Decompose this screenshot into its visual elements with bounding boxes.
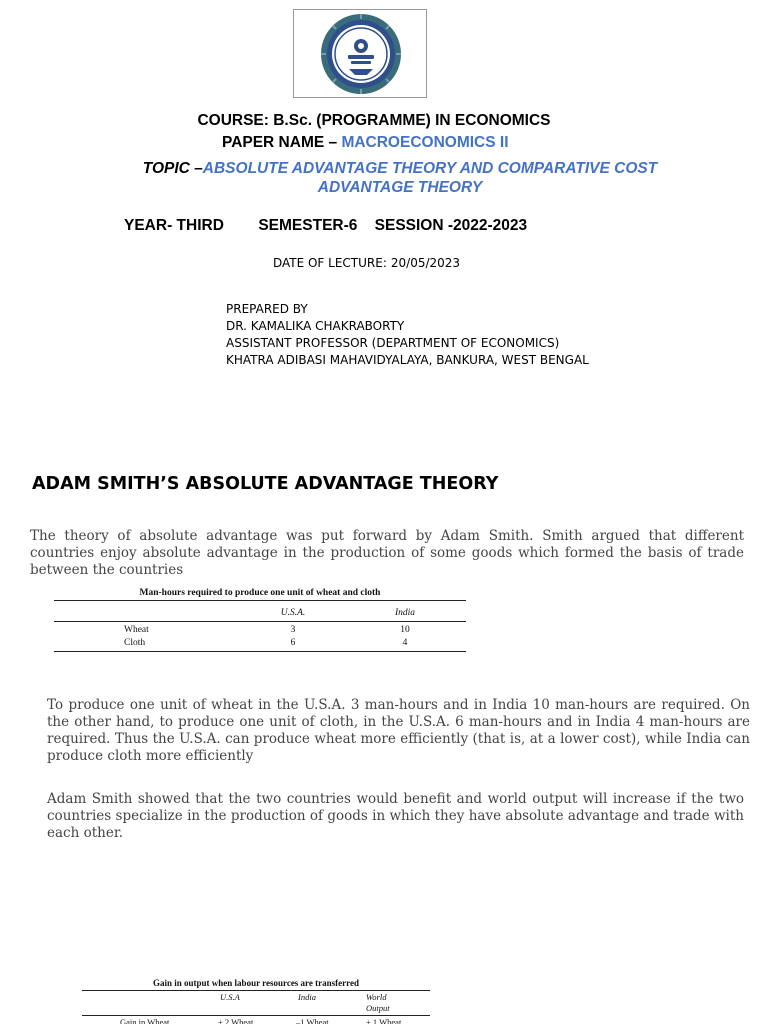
topic (130, 159, 670, 197)
output-gain-table (82, 976, 430, 1024)
paragraph-conclusion: Adam Smith showed that the two countries would benefit and world output will increase if the two countries specialize in the production of goods in which they have absolute advantage and trade with each other. (47, 791, 744, 841)
author-name: DR. KAMALIKA CHAKRABORTY (226, 319, 405, 333)
col-india: India (298, 992, 316, 1002)
cell-india: 4 (402, 638, 408, 648)
man-hours-table (54, 587, 466, 655)
cell-usa: 3 (290, 625, 296, 635)
date-value: 20/05/2023 (390, 256, 461, 270)
table-row (54, 638, 466, 650)
table-header-row (54, 608, 466, 620)
col-usa: U.S.A (220, 992, 240, 1002)
cell-india: 10 (400, 625, 410, 635)
course-title: COURSE: B.Sc. (PROGRAMME) IN ECONOMICS (197, 112, 551, 129)
table-title: Gain in output when labour resources are transferred (153, 978, 359, 988)
cell-india: –1 Wheat (296, 1017, 329, 1024)
year-semester-session (124, 217, 527, 235)
cell-usa: 6 (290, 638, 296, 648)
cell-world: + 1 Wheat (366, 1017, 402, 1024)
table-title: Man-hours required to produce one unit of wheat and cloth (139, 588, 381, 598)
author-designation: ASSISTANT PROFESSOR (DEPARTMENT OF ECONOMICS) (226, 336, 560, 350)
section-heading: ADAM SMITH’S ABSOLUTE ADVANTAGE THEORY (32, 474, 499, 494)
table-row (54, 625, 466, 637)
session-label: SESSION -2022-2023 (374, 217, 528, 234)
paragraph-explanation: To produce one unit of wheat in the U.S.A. 3 man-hours and in India 10 man-hours are required. On the other hand, to produce one unit of cloth, in the U.S.A. 6 man-hours and in India 4 man-hours are required. Thus the U.S.A. can produce wheat more efficiently (that is, at a lower cost), while India can produce cloth more efficiently (47, 697, 750, 764)
semester-label: SEMESTER-6 (258, 217, 358, 234)
college-logo (293, 9, 427, 98)
lecture-date (0, 256, 733, 270)
table-rule (54, 600, 466, 601)
table-header-row (82, 992, 430, 1016)
topic-text: ABSOLUTE ADVANTAGE THEORY AND COMPARATIVE COST ADVANTAGE THEORY (202, 160, 658, 196)
table-rule (54, 621, 466, 622)
prepared-by-label: PREPARED BY (226, 302, 308, 316)
paper-name-value: MACROECONOMICS II (341, 134, 509, 151)
row-label: Wheat (124, 625, 149, 635)
paper-name (222, 134, 509, 152)
prepared-by-block (226, 301, 589, 369)
table-rule (82, 1015, 430, 1016)
col-india: India (394, 608, 416, 618)
table-rule (54, 651, 466, 652)
col-usa: U.S.A. (280, 608, 306, 618)
paragraph-intro: The theory of absolute advantage was put forward by Adam Smith. Smith argued that different countries enjoy absolute advantage in the production of some goods which formed the basis of trade between the countries (30, 528, 744, 578)
row-label: Cloth (124, 638, 146, 648)
author-institution: KHATRA ADIBASI MAHAVIDYALAYA, BANKURA, WEST BENGAL (226, 353, 589, 367)
date-label: DATE OF LECTURE: (272, 256, 387, 270)
year-label: YEAR- THIRD (124, 217, 224, 234)
paper-name-prefix: PAPER NAME – (222, 134, 342, 151)
college-emblem-icon (320, 13, 402, 95)
cell-usa: + 2 Wheat (218, 1017, 254, 1024)
row-label: Gain in Wheat (120, 1017, 170, 1024)
col-world-output: World Output (366, 992, 390, 1013)
table-rule (82, 990, 430, 991)
topic-prefix: TOPIC – (142, 160, 203, 177)
